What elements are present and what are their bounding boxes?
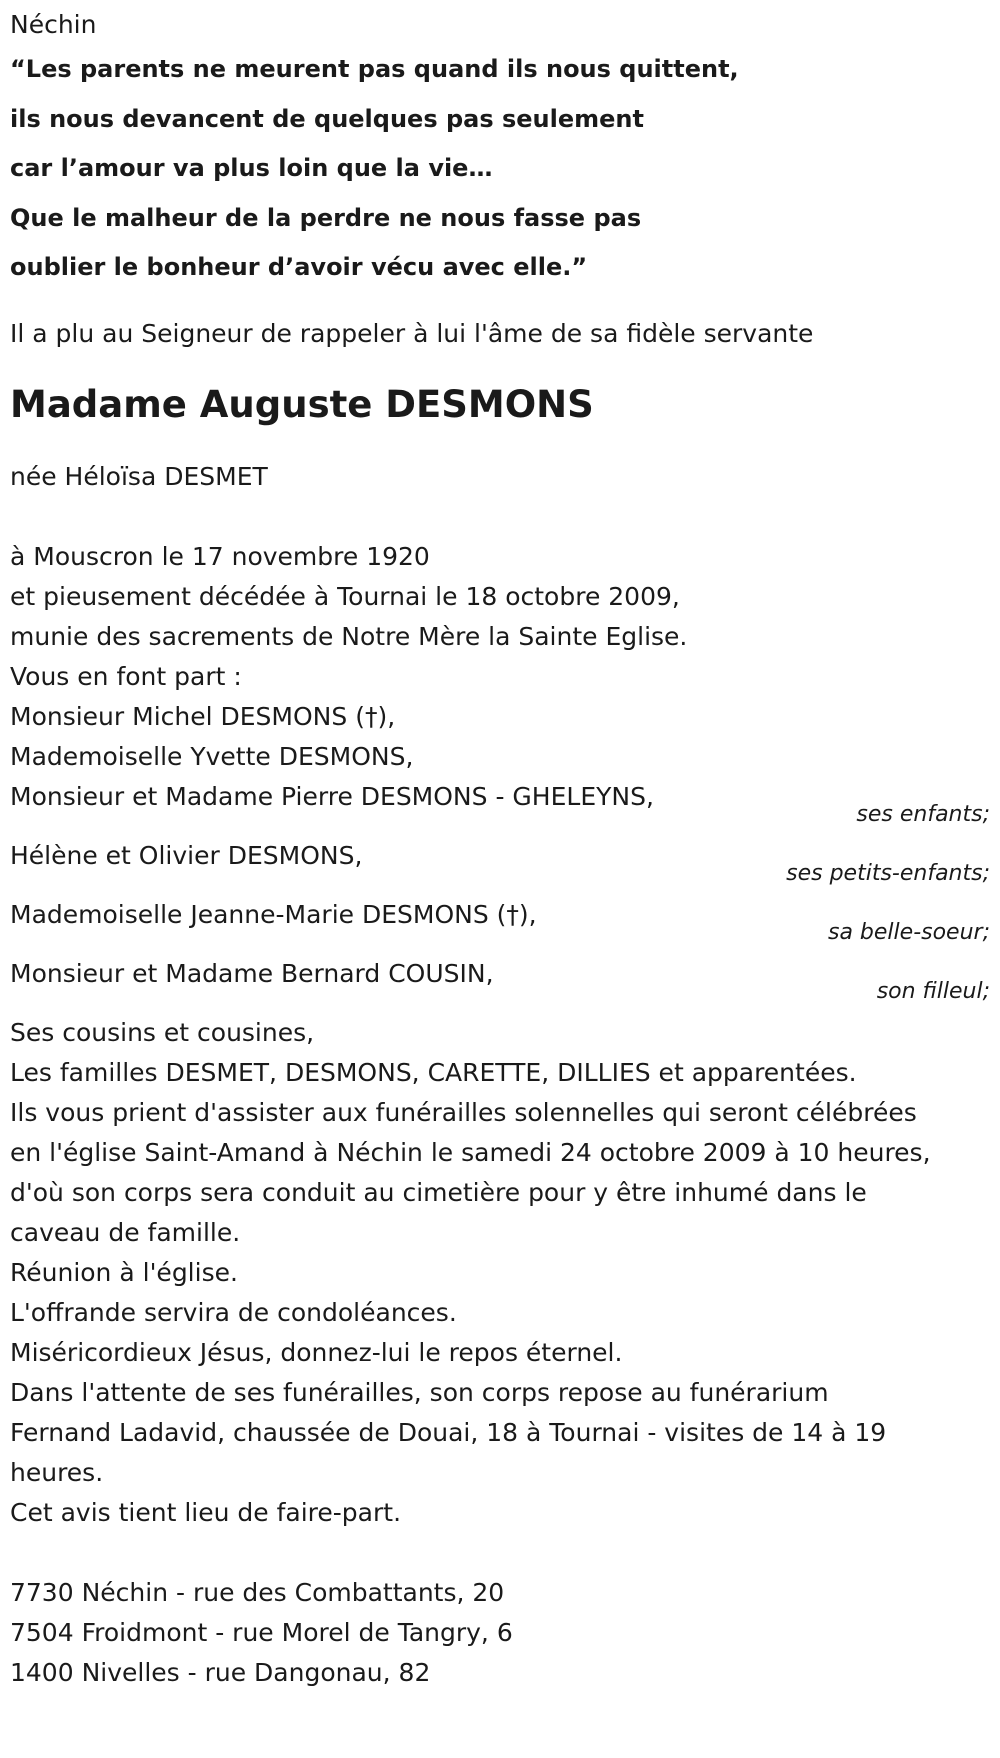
grandchildren: Hélène et Olivier DESMONS, bbox=[10, 840, 363, 870]
body-line: Dans l'attente de ses funérailles, son corps repose au funérarium bbox=[10, 1377, 829, 1407]
body-text bbox=[10, 1013, 990, 1533]
body-line: caveau de famille. bbox=[10, 1217, 241, 1247]
place-name: Néchin bbox=[10, 10, 97, 39]
role-grandchildren: ses petits-enfants; bbox=[786, 860, 990, 886]
deceased-name: Madame Auguste DESMONS bbox=[10, 382, 594, 426]
body-line: L'offrande servira de condoléances. bbox=[10, 1297, 457, 1327]
address-list bbox=[10, 1573, 990, 1693]
quote-line: car l’amour va plus loin que la vie… bbox=[10, 154, 493, 182]
body-line: Cet avis tient lieu de faire-part. bbox=[10, 1497, 402, 1527]
address-line: 7504 Froidmont - rue Morel de Tangry, 6 bbox=[10, 1617, 513, 1647]
body-line: Fernand Ladavid, chaussée de Douai, 18 à Tournai - visites de 14 à 19 bbox=[10, 1417, 887, 1447]
quote-line: oublier le bonheur d’avoir vécu avec elle.” bbox=[10, 253, 588, 281]
body-line: Les familles DESMET, DESMONS, CARETTE, DILLIES et apparentées. bbox=[10, 1057, 857, 1087]
body-line: en l'église Saint-Amand à Néchin le samedi 24 octobre 2009 à 10 heures, bbox=[10, 1137, 931, 1167]
body-line: d'où son corps sera conduit au cimetière pour y être inhumé dans le bbox=[10, 1177, 867, 1207]
body-line: Ses cousins et cousines, bbox=[10, 1017, 315, 1047]
address-line: 7730 Néchin - rue des Combattants, 20 bbox=[10, 1577, 505, 1607]
quote-line: Que le malheur de la perdre ne nous fasse pas bbox=[10, 203, 642, 232]
family-member: Monsieur Michel DESMONS (†), bbox=[10, 701, 396, 731]
body-line: heures. bbox=[10, 1457, 104, 1487]
body-line: Réunion à l'église. bbox=[10, 1257, 238, 1287]
sacraments-text: munie des sacrements de Notre Mère la Sainte Eglise. bbox=[10, 621, 688, 651]
maiden-name: née Héloïsa DESMET bbox=[10, 461, 268, 491]
sister-in-law: Mademoiselle Jeanne-Marie DESMONS (†), bbox=[10, 899, 537, 929]
quote-line: ils nous devancent de quelques pas seulement bbox=[10, 104, 644, 133]
role-children: ses enfants; bbox=[856, 801, 990, 827]
body-line: Ils vous prient d'assister aux funérailles solennelles qui seront célébrées bbox=[10, 1097, 917, 1127]
quote-line: “Les parents ne meurent pas quand ils nous quittent, bbox=[10, 55, 739, 83]
role-sister-in-law: sa belle-soeur; bbox=[828, 919, 990, 945]
death-info: et pieusement décédée à Tournai le 18 octobre 2009, bbox=[10, 581, 680, 611]
quote-block bbox=[10, 45, 990, 293]
body-line: Miséricordieux Jésus, donnez-lui le repos éternel. bbox=[10, 1337, 623, 1367]
family-member: Mademoiselle Yvette DESMONS, bbox=[10, 741, 414, 771]
family-member: Monsieur et Madame Pierre DESMONS - GHELEYNS, bbox=[10, 781, 654, 811]
announce-text: Vous en font part : bbox=[10, 661, 242, 691]
intro-text: Il a plu au Seigneur de rappeler à lui l'âme de sa fidèle servante bbox=[10, 318, 814, 348]
address-line: 1400 Nivelles - rue Dangonau, 82 bbox=[10, 1657, 431, 1687]
godson: Monsieur et Madame Bernard COUSIN, bbox=[10, 958, 494, 988]
birth-info: à Mouscron le 17 novembre 1920 bbox=[10, 541, 430, 571]
role-godson: son filleul; bbox=[876, 978, 990, 1004]
